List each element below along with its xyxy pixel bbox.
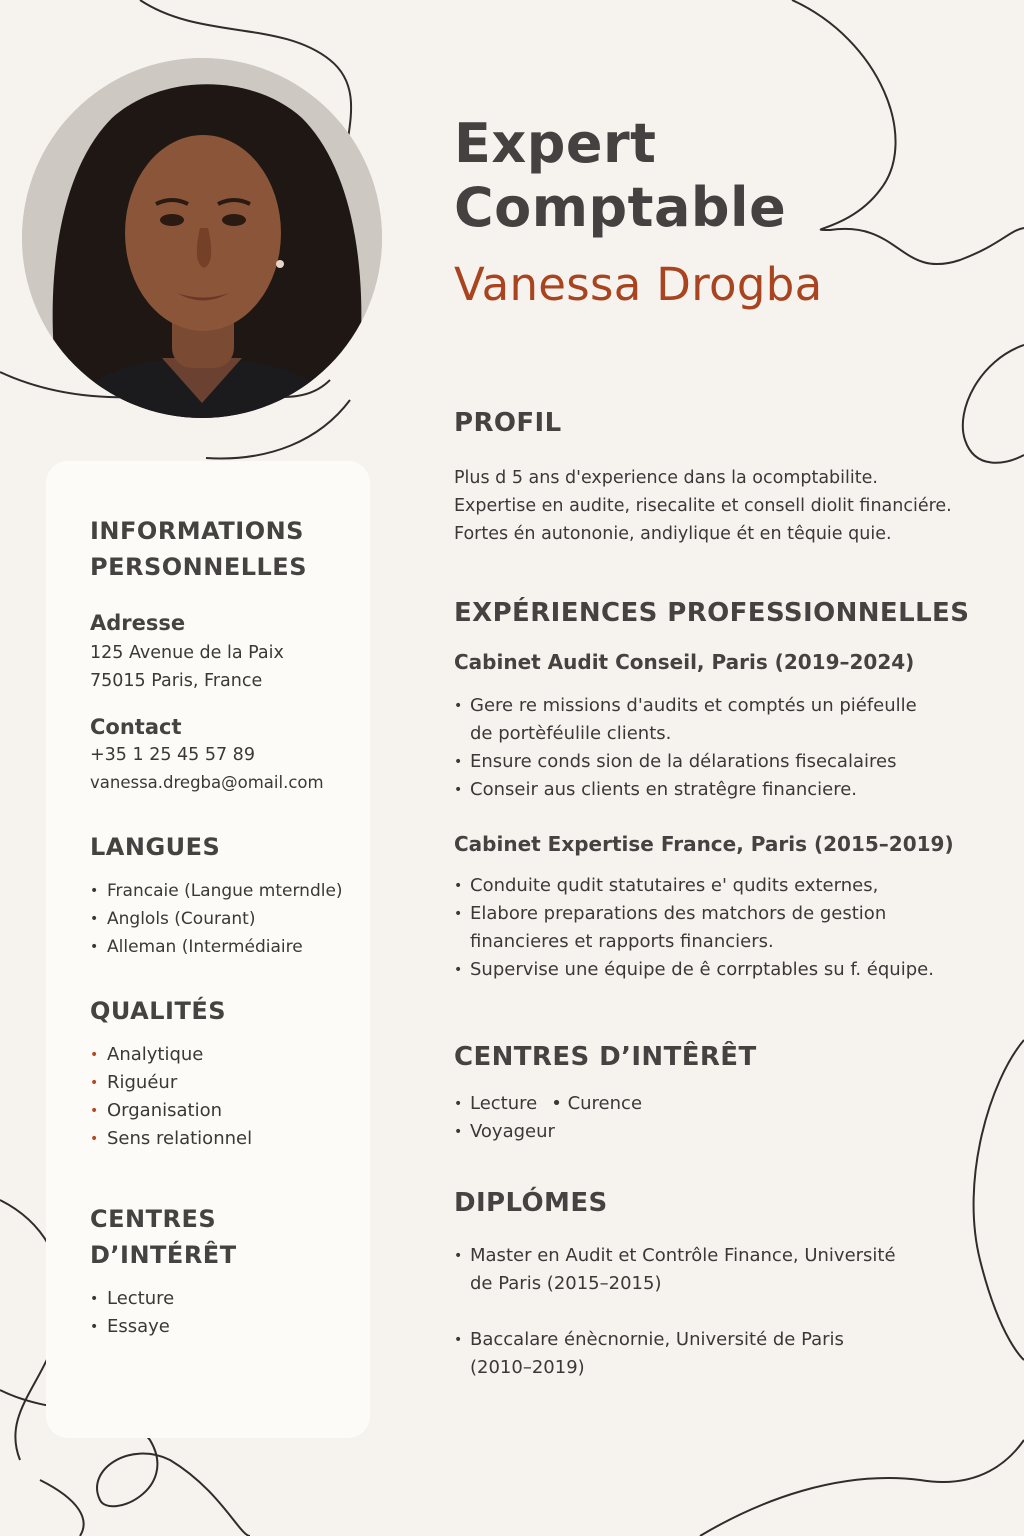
languages-list — [90, 877, 350, 961]
bullet-line: de portèféulile clients. — [470, 723, 672, 744]
profile-line: Plus d 5 ans d'experience dans la ocomptabilite. — [454, 468, 878, 488]
personal-info-heading-line1: INFORMATIONS — [90, 517, 304, 545]
diplomas-heading: DIPLÓMES — [454, 1188, 608, 1218]
list-item: • Alleman (Intermédiaire — [90, 933, 350, 961]
phone-number: +35 1 25 45 57 89 — [90, 745, 255, 765]
list-item: • Sens relationnel — [90, 1125, 350, 1153]
qualities-list — [90, 1041, 350, 1153]
list-item — [454, 1326, 994, 1382]
experience-heading: EXPÉRIENCES PROFESSIONNELLES — [454, 598, 970, 628]
job-1-bullets — [454, 692, 994, 804]
list-item: • Anglols (Courant) — [90, 905, 350, 933]
bullet-line: Gere re missions d'audits et comptés un piéfeulle — [470, 695, 917, 716]
interests-list — [454, 1090, 994, 1146]
interest-item: Curence — [567, 1093, 643, 1114]
list-item: • Organisation — [90, 1097, 350, 1125]
list-item: • Conduite qudit statutaires e' qudits externes, — [454, 872, 994, 900]
address-line-2: 75015 Paris, France — [90, 671, 263, 691]
list-item: • Ensure conds sion de la délarations fisecalaires — [454, 748, 994, 776]
sidebar-interests-list — [90, 1285, 350, 1341]
address-label: Adresse — [90, 611, 186, 635]
diploma-line: de Paris (2015–2015) — [470, 1273, 662, 1294]
contact-label: Contact — [90, 715, 182, 739]
personal-info-heading — [90, 513, 350, 585]
bullet-line: financieres et rapports financiers. — [470, 931, 774, 952]
list-item: • Lecture — [90, 1285, 350, 1313]
list-item — [454, 900, 994, 956]
list-item: • Conseir aus clients en stratêgre financiere. — [454, 776, 994, 804]
list-item: • Francaie (Langue mterndle) — [90, 877, 350, 905]
job-title-2: Cabinet Expertise France, Paris (2015–2019) — [454, 832, 954, 856]
list-item — [454, 1242, 994, 1298]
list-item: • Supervise une équipe de ê corrptables su f. équipe. — [454, 956, 994, 984]
interests-heading: CENTRES D’INTÊRÊT — [454, 1042, 757, 1072]
diploma-line: Master en Audit et Contrôle Finance, Université — [470, 1245, 896, 1266]
list-item — [454, 692, 994, 748]
interest-item-inline: • Curence — [551, 1093, 643, 1114]
list-item: • Essaye — [90, 1313, 350, 1341]
job-2-bullets — [454, 872, 994, 984]
profile-heading: PROFIL — [454, 408, 562, 438]
job-title-line1: Expert — [454, 112, 657, 175]
profile-line: Expertise en audite, risecalite et consell diolit financiére. — [454, 496, 952, 516]
list-item: • Voyageur — [454, 1118, 994, 1146]
sidebar-interests-heading: CENTRES D’INTÉRÊT — [90, 1205, 237, 1269]
diploma-line: (2010–2019) — [470, 1357, 585, 1378]
languages-heading: LANGUES — [90, 833, 221, 861]
profile-photo — [22, 58, 382, 418]
job-title — [454, 112, 794, 240]
list-item: • Riguéur — [90, 1069, 350, 1097]
interest-item: • Lecture — [470, 1093, 538, 1114]
qualities-heading: QUALITÉS — [90, 997, 226, 1025]
list-item — [454, 1090, 994, 1118]
sidebar-card — [46, 461, 370, 1438]
personal-info-heading-line2: PERSONNELLES — [90, 553, 307, 581]
main-column — [454, 408, 994, 1382]
email-address: vanessa.dregba@omail.com — [90, 773, 324, 792]
list-item: • Analytique — [90, 1041, 350, 1069]
diplomas-list — [454, 1242, 994, 1382]
candidate-name: Vanessa Drogba — [454, 258, 823, 311]
address-line-1: 125 Avenue de la Paix — [90, 643, 284, 663]
profile-line: Fortes én autononie, andiylique ét en têquie quie. — [454, 524, 892, 544]
job-title-line2: Comptable — [454, 176, 787, 239]
header — [454, 112, 994, 311]
bullet-line: Elabore preparations des matchors de gestion — [470, 903, 887, 924]
job-title-1: Cabinet Audit Conseil, Paris (2019–2024) — [454, 650, 915, 674]
diploma-line: Baccalare énècnornie, Université de Paris — [470, 1329, 844, 1350]
